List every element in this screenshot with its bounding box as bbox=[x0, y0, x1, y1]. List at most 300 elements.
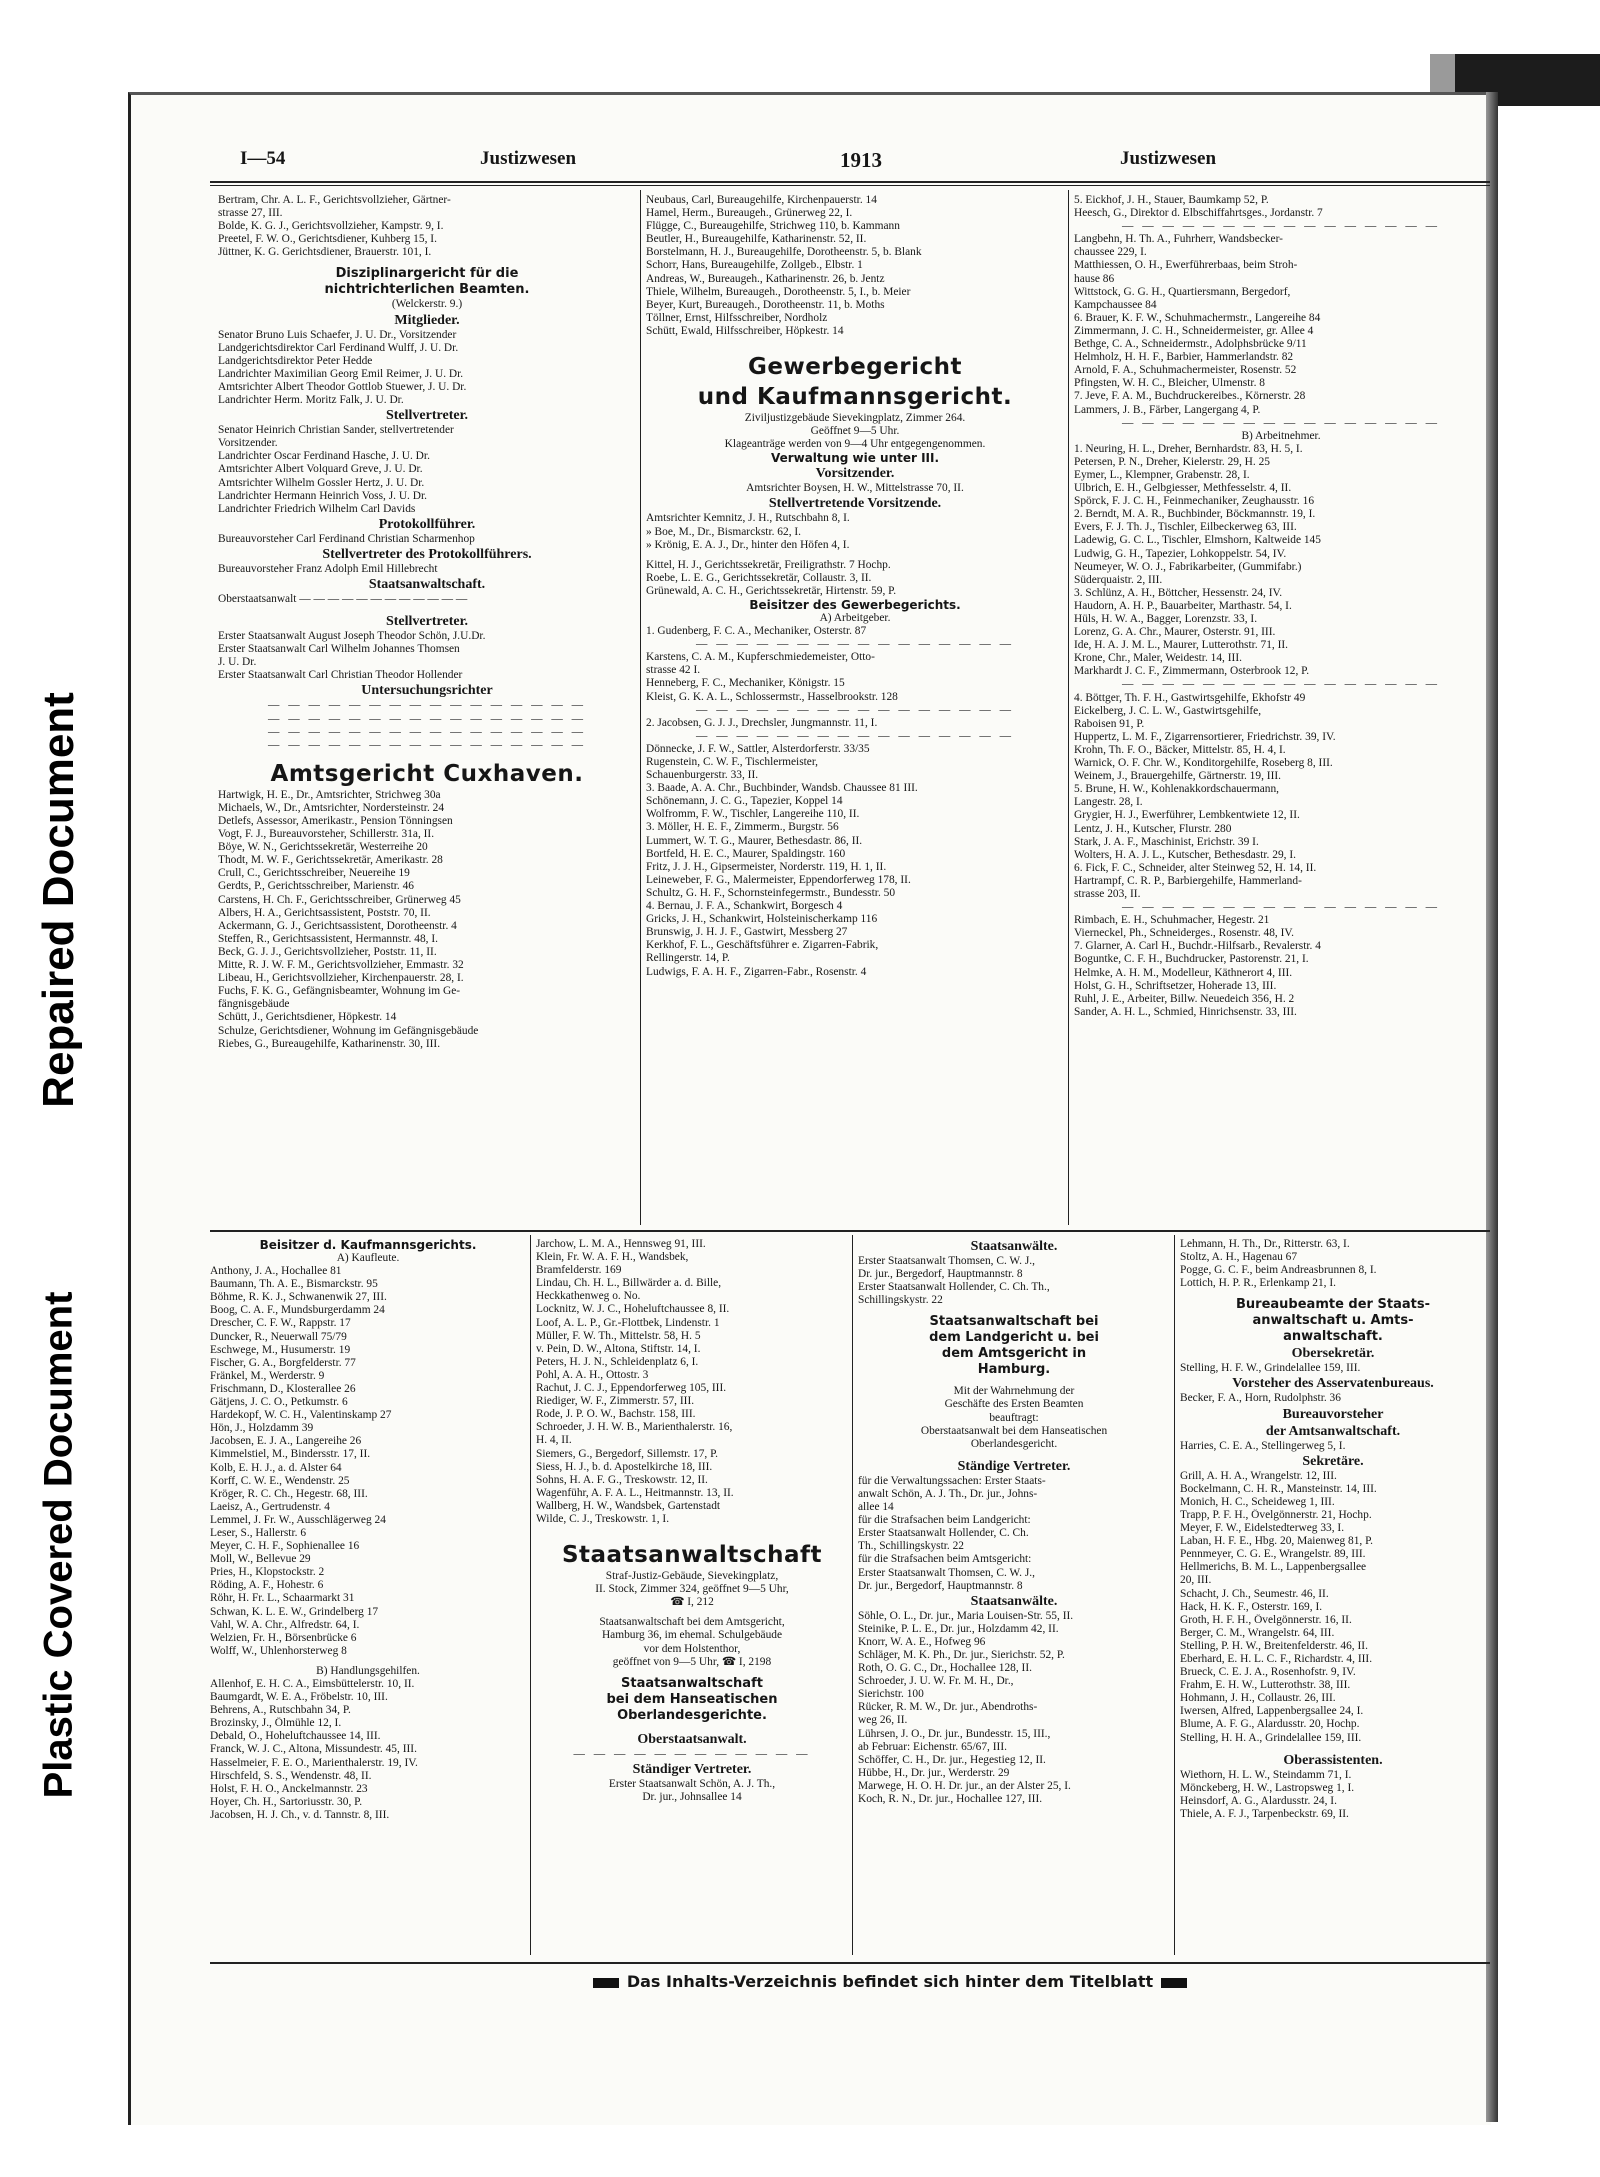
entry-line: — — — — — — — — — — — — — — — — bbox=[1122, 416, 1440, 429]
entry-line: Brunswig, J. H. J. F., Gastwirt, Messberg 27 bbox=[646, 926, 848, 939]
entry-line: v. Pein, D. W., Altona, Stiftstr. 14, I. bbox=[536, 1342, 701, 1355]
entry-line: Kolb, E. H. J., a. d. Alster 64 bbox=[210, 1461, 342, 1474]
entry-line: Allenhof, E. H. C. A., Eimsbüttelerstr. 10, II. bbox=[210, 1678, 415, 1690]
entry-line: Stark, J. A. F., Maschinist, Erichstr. 39 I. bbox=[1074, 835, 1259, 848]
entry-line: — — — — — — — — — — — — — — — — bbox=[1122, 678, 1440, 691]
entry-line: Heckkathenweg o. No. bbox=[536, 1290, 641, 1303]
entry-line: Marwege, H. O. H. Dr. jur., an der Alster 25, I. bbox=[858, 1779, 1071, 1792]
entry-line: Kittel, H. J., Gerichtssekretär, Freiligrathstr. 7 Hochp. bbox=[646, 558, 891, 571]
entry-line: Hübbe, H., Dr. jur., Werderstr. 29 bbox=[858, 1766, 1010, 1779]
entry-line: Jacobsen, H. J. Ch., v. d. Tannstr. 8, III. bbox=[210, 1808, 390, 1821]
entry-line: Lindau, Ch. H. L., Billwärder a. d. Bille, bbox=[536, 1277, 722, 1290]
entry-line: Lehmann, H. Th., Dr., Ritterstr. 63, I. bbox=[1180, 1238, 1350, 1250]
entry-line: 6. Brauer, K. F. W., Schuhmachermstr., Langereihe 84 bbox=[1074, 311, 1321, 324]
entry-line: Schacht, J. Ch., Seumestr. 46, II. bbox=[1180, 1587, 1329, 1600]
entry-line: Sohns, H. A. F. G., Treskowstr. 12, II. bbox=[536, 1473, 708, 1486]
mid-rule bbox=[210, 1230, 1490, 1232]
entry-line: Fränkel, M., Werderstr. 9 bbox=[210, 1369, 325, 1382]
entry-line: Schöffer, C. H., Dr. jur., Hegestieg 12, II. bbox=[858, 1753, 1046, 1766]
entry-line: Langbehn, H. Th. A., Fuhrherr, Wandsbecker- bbox=[1074, 233, 1283, 246]
entry-line: Detlefs, Assessor, Amerikastr., Pension Tönningsen bbox=[218, 815, 453, 827]
entry-line: Rellingerstr. 14, P. bbox=[646, 952, 730, 965]
entry-line: Dr. jur., Bergedorf, Hauptmannstr. 8 bbox=[858, 1268, 1023, 1281]
entry-line: ab Februar: Eichenstr. 65/67, III. bbox=[858, 1740, 1007, 1753]
bottom-rule bbox=[210, 1962, 1490, 1964]
entry-line: Pries, H., Klopstockstr. 2 bbox=[210, 1566, 325, 1579]
entry-line: Lammers, J. B., Färber, Langergang 4, P. bbox=[1074, 403, 1261, 416]
entry-line: Ladewig, G. C. L., Tischler, Elmshorn, Kaltweide 145 bbox=[1074, 534, 1321, 547]
entry-line: Krohn, Th. F. O., Bäcker, Mittelstr. 85, H. 4, I. bbox=[1074, 743, 1286, 756]
entry-line: Holst, G. H., Schriftsetzer, Hoherade 13, III. bbox=[1074, 979, 1277, 992]
entry-line: Wolters, H. A. J. L., Kutscher, Bethesdastr. 29, I. bbox=[1074, 848, 1296, 861]
entry-line: Erster Staatsanwalt August Joseph Theodor Schön, J.U.Dr. bbox=[218, 630, 486, 643]
spacer bbox=[1180, 1745, 1486, 1752]
spacer bbox=[858, 1307, 1170, 1314]
entry-line: weg 26, II. bbox=[858, 1714, 908, 1727]
entry-line: — — — — — — — — — — — — — — — — bbox=[696, 703, 1014, 716]
section-heading: Oberstaatsanwalt. bbox=[637, 1731, 747, 1747]
entry-line: Klein, Fr. W. A. F. H., Wandsbek, bbox=[536, 1251, 689, 1264]
entry-line: Erster Staatsanwalt Hollender, C. Ch. Th., bbox=[858, 1281, 1050, 1294]
entry-line: anwalt Schön, A. J. Th., Dr. jur., Johns- bbox=[858, 1487, 1038, 1500]
entry-line: Rachut, J. C. J., Eppendorferweg 105, III. bbox=[536, 1382, 727, 1395]
entry-line: Krone, Chr., Maler, Weidestr. 14, III. bbox=[1074, 652, 1242, 665]
entry-line: Böye, W. N., Gerichtssekretär, Westerreihe 20 bbox=[218, 841, 428, 854]
entry-line: Berger, C. M., Wrangelstr. 64, III. bbox=[1180, 1626, 1335, 1639]
entry-line: Hartwigk, H. E., Dr., Amtsrichter, Strichweg 30a bbox=[218, 788, 441, 801]
entry-line: Müller, F. W. Th., Mittelstr. 58, H. 5 bbox=[536, 1329, 701, 1342]
entry-line: Duncker, R., Neuerwall 75/79 bbox=[210, 1330, 347, 1343]
entry-line: chaussee 229, I. bbox=[1074, 246, 1147, 259]
entry-line: Mönckeberg, H. W., Lastropsweg 1, I. bbox=[1180, 1781, 1355, 1794]
entry-line: Erster Staatsanwalt Thomsen, C. W. J., bbox=[858, 1566, 1035, 1579]
entry-line: Schroeder, J. U. W. Fr. M. H., Dr., bbox=[858, 1675, 1014, 1688]
entry-line: Bolde, K. G. J., Gerichtsvollzieher, Kampstr. 9, I. bbox=[218, 220, 444, 233]
spacer bbox=[536, 1724, 848, 1731]
entry-line: Flügge, C., Bureaugehilfe, Strichweg 110, b. Kammann bbox=[646, 220, 900, 233]
entry-line: Neumeyer, W. O. J., Fabrikarbeiter, (Gummifabr.) bbox=[1074, 560, 1302, 573]
entry-line: Steffen, R., Gerichtsassistent, Hermannstr. 48, I. bbox=[218, 932, 438, 945]
entry-line: beauftragt: bbox=[989, 1411, 1039, 1424]
section-heading: Mitglieder. bbox=[394, 312, 460, 328]
entry-line: Ulbrich, E. H., Gelbgiesser, Methfesselstr. 4, II. bbox=[1074, 482, 1292, 495]
entry-line: Welzien, Fr. H., Börsenbrücke 6 bbox=[210, 1631, 357, 1644]
entry-line: Stelling, P. H. W., Breitenfelderstr. 46, II. bbox=[1180, 1639, 1368, 1652]
entry-line: Boguntke, C. F. H., Buchdrucker, Pastorenstr. 21, I. bbox=[1074, 953, 1309, 966]
entry-line: Libeau, H., Gerichtsvollzieher, Kirchenpauerstr. 28, I. bbox=[218, 972, 464, 985]
entry-line: Behrens, A., Rutschbahn 34, P. bbox=[210, 1704, 351, 1717]
entry-line: 3. Schlünz, A. H., Böttcher, Hessenstr. 24, IV. bbox=[1074, 586, 1283, 599]
entry-line: Locknitz, W. J. C., Hoheluftchaussee 8, II. bbox=[536, 1303, 730, 1316]
entry-line: Baumgardt, W. E. A., Fröbelstr. 10, III. bbox=[210, 1691, 388, 1704]
entry-line: J. U. Dr. bbox=[218, 656, 257, 669]
pointing-hand-icon bbox=[1161, 1978, 1187, 1988]
pointing-hand-icon bbox=[593, 1978, 619, 1988]
entry-line: Bortfeld, H. E. C., Maurer, Spaldingstr. 160 bbox=[646, 847, 846, 860]
column-4 bbox=[210, 1238, 526, 1822]
entry-line: Amtsrichter Albert Theodor Gottlob Stuewer, J. U. Dr. bbox=[218, 380, 467, 393]
entry-line: Roebe, L. E. G., Gerichtssekretär, Collaustr. 3, II. bbox=[646, 571, 872, 584]
entry-line: Huppertz, L. M. F., Zigarrensortierer, Friedrichstr. 39, IV. bbox=[1074, 730, 1336, 743]
entry-line: Bertram, Chr. A. L. F., Gerichtsvollzieher, Gärtner- bbox=[218, 194, 451, 206]
section-heading: Staatsanwaltschaft bbox=[621, 1675, 763, 1691]
entry-line: 20, III. bbox=[1180, 1574, 1212, 1587]
section-heading: Oberlandesgerichte. bbox=[617, 1707, 767, 1723]
entry-line: Ludwigs, F. A. H. F., Zigarren-Fabr., Rosenstr. 4 bbox=[646, 965, 867, 978]
entry-line: Eberhard, E. H. L. C. F., Richardstr. 4, III. bbox=[1180, 1652, 1373, 1665]
entry-line: Straf-Justiz-Gebäude, Sievekingplatz, bbox=[605, 1570, 779, 1583]
entry-line: Grünewald, A. C. H., Gerichtssekretär, Hirtenstr. 59, P. bbox=[646, 584, 897, 597]
entry-line: Bramfelderstr. 169 bbox=[536, 1264, 622, 1277]
entry-line: Hack, H. K. F., Osterstr. 169, I. bbox=[1180, 1600, 1323, 1613]
entry-line: Dönnecke, J. F. W., Sattler, Alsterdorferstr. 33/35 bbox=[646, 742, 870, 755]
entry-line: H. 4, II. bbox=[536, 1434, 572, 1447]
entry-line: Iwersen, Alfred, Lappenbergsallee 24, I. bbox=[1180, 1705, 1364, 1718]
section-heading: Hamburg. bbox=[977, 1362, 1051, 1378]
entry-line: A) Arbeitgeber. bbox=[819, 611, 891, 624]
entry-line: Wolff, W., Uhlenhorsterweg 8 bbox=[210, 1644, 347, 1657]
entry-line: Blume, A. F. G., Alardusstr. 20, Hochp. bbox=[1180, 1718, 1360, 1731]
entry-line: Grygier, H. J., Ewerführer, Lembkentwiete 12, II. bbox=[1074, 809, 1300, 822]
entry-line: Thiele, Wilhelm, Bureaugeh., Dorotheenstr. 5, I., b. Meier bbox=[646, 285, 911, 298]
entry-line: II. Stock, Zimmer 324, geöffnet 9—5 Uhr, bbox=[595, 1583, 789, 1596]
section-heading: Staatsanwälte. bbox=[970, 1593, 1058, 1609]
entry-line: Dr. jur., Johnsallee 14 bbox=[642, 1790, 742, 1803]
section-heading: Staatsanwaltschaft. bbox=[368, 576, 486, 592]
entry-line: Vahl, W. A. Chr., Alfredstr. 64, I. bbox=[210, 1618, 360, 1631]
entry-line: 5. Eickhof, J. H., Stauer, Baumkamp 52, P. bbox=[1074, 194, 1269, 206]
section-heading: Stellvertreter. bbox=[385, 614, 468, 630]
entry-line: Hellmerichs, B. M. L., Lappenbergsallee bbox=[1180, 1561, 1367, 1574]
entry-line: » Boe, M., Dr., Bismarckstr. 62, I. bbox=[646, 525, 802, 538]
entry-line: Laban, H. F. E., Hbg. 20, Maienweg 81, P. bbox=[1180, 1535, 1374, 1548]
entry-line: Schultz, G. H. F., Schornsteinfegermstr., Bundesstr. 50 bbox=[646, 886, 896, 899]
entry-line: Monich, H. C., Scheideweg 1, III. bbox=[1180, 1495, 1335, 1508]
entry-line: Harries, C. E. A., Stellingerweg 5, I. bbox=[1180, 1439, 1346, 1452]
entry-line: Helmholz, H. H. F., Barbier, Hammerlandstr. 82 bbox=[1074, 351, 1294, 364]
entry-line: Söhle, O. L., Dr. jur., Maria Louisen-Str. 55, II. bbox=[858, 1609, 1074, 1622]
entry-line: Haudorn, A. H. P., Bauarbeiter, Marthastr. 54, I. bbox=[1074, 599, 1292, 612]
section-heading: Ständiger Vertreter. bbox=[632, 1761, 752, 1777]
entry-line: B) Arbeitnehmer. bbox=[1241, 429, 1321, 442]
entry-line: Ide, H. A. J. M. L., Maurer, Lutterothstr. 71, II. bbox=[1074, 639, 1289, 652]
entry-line: 7. Glarner, A. Carl H., Buchdr.-Hilfsarb., Revalerstr. 4 bbox=[1074, 940, 1321, 953]
entry-line: Erster Staatsanwalt Carl Christian Theodor Hollender bbox=[218, 669, 463, 682]
spacer bbox=[536, 1669, 848, 1676]
entry-line: Zimmermann, J. C. H., Schneidermeister, gr. Allee 4 bbox=[1074, 324, 1314, 337]
repaired-document-label: Repaired Document bbox=[34, 692, 83, 1108]
entry-line: Jacobsen, E. J. A., Langereihe 26 bbox=[210, 1435, 362, 1448]
entry-line: Amtsrichter Kemnitz, J. H., Rutschbahn 8, I. bbox=[646, 512, 850, 525]
entry-line: Wiethorn, H. L. W., Steindamm 71, I. bbox=[1180, 1768, 1352, 1781]
entry-line: Beutler, H., Bureaugehilfe, Katharinenstr. 52, II. bbox=[646, 233, 867, 246]
entry-line: Leineweber, F. G., Malermeister, Eppendorferweg 178, II. bbox=[646, 873, 911, 886]
page-number: I—54 bbox=[240, 148, 286, 169]
section-heading: nichtrichterlichen Beamten. bbox=[324, 282, 530, 298]
entry-line: 5. Brune, H. W., Kohlenakkordschauermann, bbox=[1074, 783, 1279, 796]
entry-line: Schütt, J., Gerichtsdiener, Höpkestr. 14 bbox=[218, 1011, 397, 1024]
plastic-covered-label: Plastic Covered Document bbox=[36, 1291, 81, 1799]
entry-line: 3. Möller, H. E. F., Zimmerm., Burgstr. 56 bbox=[646, 821, 839, 834]
entry-line: Hohmann, J. H., Collaustr. 26, III. bbox=[1180, 1692, 1336, 1705]
column-divider bbox=[1174, 1235, 1175, 1955]
entry-line: Fuchs, F. K. G., Gefängnisbeamter, Wohnung im Ge- bbox=[218, 985, 461, 998]
entry-line: hause 86 bbox=[1074, 272, 1115, 285]
entry-line: Gerdts, P., Gerichtsschreiber, Marienstr. 46 bbox=[218, 880, 414, 893]
entry-line: Trapp, P. F. H., Övelgönnerstr. 21, Hochp. bbox=[1180, 1508, 1372, 1521]
entry-line: Schroeder, J. H. W. B., Marienthalerstr. 16, bbox=[536, 1421, 733, 1434]
entry-line: Landgerichtsdirektor Peter Hedde bbox=[218, 354, 373, 367]
entry-line: Th., Schillingskystr. 22 bbox=[858, 1540, 965, 1553]
entry-line: Jarchow, L. M. A., Hennsweg 91, III. bbox=[536, 1238, 706, 1250]
entry-line: Matthiessen, O. H., Ewerführerbaas, beim Stroh- bbox=[1074, 259, 1298, 272]
header-rule-thin bbox=[210, 185, 1490, 186]
entry-line: Vogt, F. J., Bureauvorsteher, Schillerstr. 31a, II. bbox=[218, 828, 435, 841]
entry-line: Moll, W., Bellevue 29 bbox=[210, 1553, 311, 1566]
entry-line: Riediger, W. F., Zimmerstr. 57, III. bbox=[536, 1395, 695, 1408]
spacer bbox=[536, 1526, 848, 1533]
entry-line: Rimbach, E. H., Schuhmacher, Hegestr. 21 bbox=[1074, 914, 1270, 927]
entry-line: B) Handlungsgehilfen. bbox=[316, 1664, 420, 1677]
entry-line: Warnick, O. F. Chr. W., Konditorgehilfe, Roseberg 8, III. bbox=[1074, 757, 1333, 770]
entry-line: 1. Neuring, H. L., Dreher, Bernhardstr. 83, H. 5, I. bbox=[1074, 442, 1303, 455]
entry-line: 2. Berndt, M. A. R., Buchbinder, Böckmannstr. 19, I. bbox=[1074, 508, 1316, 521]
entry-line: Oberstaatsanwalt — — — — — — — — — — — — bbox=[218, 592, 468, 605]
section-heading: Amtsgericht Cuxhaven. bbox=[270, 760, 584, 787]
entry-line: Heesch, G., Direktor d. Elbschiffahrtsges., Jordanstr. 7 bbox=[1074, 207, 1323, 220]
entry-line: Stoltz, A. H., Hagenau 67 bbox=[1180, 1251, 1298, 1264]
entry-line: 4. Bernau, J. F. A., Schankwirt, Borgesch 4 bbox=[646, 900, 843, 913]
entry-line: Siess, H. J., b. d. Apostelkirche 18, III. bbox=[536, 1460, 713, 1473]
entry-line: Rücker, R. M. W., Dr. jur., Abendroths- bbox=[858, 1701, 1038, 1714]
entry-line: Kerkhof, F. L., Geschäftsführer e. Zigarren-Fabrik, bbox=[646, 939, 879, 952]
entry-line: Drescher, C. F. W., Rappstr. 17 bbox=[210, 1317, 351, 1330]
entry-line: Wolfromm, F. W., Tischler, Langereihe 110, II. bbox=[646, 808, 860, 821]
entry-line: Helmke, A. H. M., Modelleur, Käthnerort 4, III. bbox=[1074, 966, 1293, 979]
entry-line: Lorenz, G. A. Chr., Maurer, Osterstr. 91, III. bbox=[1074, 626, 1276, 639]
entry-line: Staatsanwaltschaft bei dem Amtsgericht, bbox=[599, 1616, 785, 1629]
spacer bbox=[218, 752, 636, 759]
entry-line: Lemmel, J. Fr. W., Ausschlägerweg 24 bbox=[210, 1513, 386, 1526]
entry-line: 7. Jeve, F. A. M., Buchdruckereibes., Körnerstr. 28 bbox=[1074, 390, 1306, 403]
entry-line: Debald, O., Hoheluftchaussee 14, III. bbox=[210, 1730, 381, 1743]
entry-line: für die Strafsachen beim Amtsgericht: bbox=[858, 1553, 1032, 1566]
entry-line: Andreas, W., Bureaugeh., Katharinenstr. 26, b. Jentz bbox=[646, 272, 885, 285]
spacer bbox=[646, 345, 1064, 352]
entry-line: Wagenführ, A. F. A. L., Heitmannstr. 13, II. bbox=[536, 1486, 734, 1499]
entry-line: Vierneckel, Ph., Schneiderges., Rosenstr. 48, IV. bbox=[1074, 927, 1295, 940]
entry-line: Böhme, R. K. J., Schwanenwik 27, III. bbox=[210, 1291, 387, 1304]
entry-line: Wittstock, G. G. H., Quartiersmann, Bergedorf, bbox=[1074, 285, 1291, 298]
entry-line: Lottich, H. P. R., Erlenkamp 21, I. bbox=[1180, 1277, 1336, 1290]
entry-line: Schillingskystr. 22 bbox=[858, 1294, 943, 1307]
entry-line: Erster Staatsanwalt Thomsen, C. W. J., bbox=[858, 1255, 1035, 1267]
entry-line: Geschäfte des Ersten Beamten bbox=[944, 1398, 1084, 1411]
column-1 bbox=[218, 194, 636, 1051]
entry-line: Arnold, F. A., Schuhmachermeister, Rosenstr. 52 bbox=[1074, 364, 1297, 377]
entry-line: Crull, C., Gerichtsschreiber, Neuereihe 19 bbox=[218, 867, 410, 880]
entry-line: Kröger, R. C. Ch., Hegestr. 68, III. bbox=[210, 1487, 368, 1500]
section-heading: Untersuchungsrichter bbox=[361, 683, 493, 699]
entry-line: Kimmelstiel, M., Bindersstr. 17, II. bbox=[210, 1448, 371, 1461]
entry-line: strasse 42 I. bbox=[646, 664, 701, 677]
entry-line: Michaels, W., Dr., Amtsrichter, Nordersteinstr. 24 bbox=[218, 801, 445, 814]
entry-line: Pennmeyer, C. G. E., Wrangelstr. 89, III. bbox=[1180, 1548, 1366, 1561]
entry-line: Roth, O. G. C., Dr., Hochallee 128, II. bbox=[858, 1662, 1032, 1675]
entry-line: Wilde, C. J., Treskowstr. 1, I. bbox=[536, 1512, 670, 1525]
entry-line: — — — — — — — — — — — — — — — — bbox=[696, 638, 1014, 651]
entry-line: Hasselmeier, F. E. O., Marienthalerstr. 19, IV. bbox=[210, 1756, 418, 1769]
header-section-left: Justizwesen bbox=[480, 148, 577, 169]
entry-line: Spörck, F. J. C. H., Feinmechaniker, Zeughausstr. 16 bbox=[1074, 495, 1315, 508]
entry-line: Schläger, M. K. Ph., Dr. jur., Sierichstr. 52, P. bbox=[858, 1648, 1065, 1661]
section-heading: Stellvertreter des Protokollführers. bbox=[322, 546, 532, 562]
section-heading: Bureauvorsteher bbox=[1282, 1406, 1384, 1422]
entry-line: Mitte, R. J. W. F. M., Gerichtsvollzieher, Emmastr. 32 bbox=[218, 959, 464, 972]
entry-line: Grill, A. H. A., Wrangelstr. 12, III. bbox=[1180, 1469, 1337, 1482]
entry-line: — — — — — — — — — — — — — — — — bbox=[268, 712, 586, 725]
entry-line: Töllner, Ernst, Hilfsschreiber, Nordholz bbox=[646, 311, 828, 324]
entry-line: Amtsrichter Wilhelm Gossler Hertz, J. U. Dr. bbox=[218, 476, 425, 489]
spacer bbox=[1180, 1290, 1486, 1297]
section-heading: dem Landgericht u. bei bbox=[929, 1330, 1099, 1346]
entry-line: Markhardt J. C. F., Zimmermann, Osterbrook 12, P. bbox=[1074, 665, 1310, 678]
entry-line: 1. Gudenberg, F. C. A., Mechaniker, Osterstr. 87 bbox=[646, 625, 867, 638]
section-heading: der Amtsanwaltschaft. bbox=[1265, 1423, 1401, 1439]
entry-line: Ackermann, G. J., Gerichtsassistent, Dorotheenstr. 4 bbox=[218, 919, 457, 932]
spacer bbox=[218, 259, 636, 266]
entry-line: Senator Bruno Luis Schaefer, J. U. Dr., Vorsitzender bbox=[218, 328, 457, 341]
spacer bbox=[218, 606, 636, 613]
entry-line: Bureauvorsteher Carl Ferdinand Christian Scharmenhop bbox=[218, 532, 475, 545]
entry-line: Anthony, J. A., Hochallee 81 bbox=[210, 1265, 342, 1278]
entry-line: Preetel, F. W. O., Gerichtsdiener, Kuhberg 15, I. bbox=[218, 233, 437, 246]
entry-line: Loof, A. L. P., Gr.-Flottbek, Lindenstr. 1 bbox=[536, 1316, 720, 1329]
section-heading: Oberassistenten. bbox=[1283, 1752, 1383, 1768]
entry-line: Rode, J. P. O. W., Bachstr. 158, III. bbox=[536, 1408, 696, 1421]
entry-line: Meyer, C. H. F., Sophienallee 16 bbox=[210, 1540, 360, 1553]
section-heading: anwaltschaft u. Amts- bbox=[1252, 1313, 1414, 1329]
entry-line: Stelling, H. F. W., Grindelallee 159, III. bbox=[1180, 1362, 1361, 1375]
entry-line: allee 14 bbox=[858, 1501, 894, 1514]
spacer bbox=[210, 1658, 526, 1665]
entry-line: Thiele, A. F. J., Tarpenbeckstr. 69, II. bbox=[1180, 1807, 1349, 1820]
entry-line: strasse 203, II. bbox=[1074, 887, 1141, 900]
entry-line: fängnisgebäude bbox=[218, 998, 290, 1011]
entry-line: Hardekopf, W. C. H., Valentinskamp 27 bbox=[210, 1409, 392, 1422]
entry-line: 2. Jacobsen, G. J. J., Drechsler, Jungmannstr. 11, I. bbox=[646, 716, 878, 729]
entry-line: Brozinsky, J., Ölmühle 12, I. bbox=[210, 1717, 342, 1730]
entry-line: für die Verwaltungssachen: Erster Staats- bbox=[858, 1474, 1046, 1487]
entry-line: Rugenstein, C. W. F., Tischlermeister, bbox=[646, 756, 819, 768]
entry-line: Pohl, A. A. H., Ottostr. 3 bbox=[536, 1368, 649, 1381]
entry-line: Klageanträge werden von 9—4 Uhr entgegengenommen. bbox=[724, 438, 986, 451]
entry-line: Weinem, J., Brauergehilfe, Gärtnerstr. 19, III. bbox=[1074, 770, 1281, 783]
entry-line: Holst, F. H. O., Anckelmannstr. 23 bbox=[210, 1782, 368, 1795]
entry-line: Borstelmann, H. J., Bureaugehilfe, Dorotheenstr. 5, b. Blank bbox=[646, 246, 922, 259]
entry-line: A) Kaufleute. bbox=[336, 1252, 400, 1264]
entry-line: Landrichter Friedrich Wilhelm Carl Davids bbox=[218, 502, 416, 515]
footer-notice bbox=[450, 1972, 1330, 1991]
entry-line: Süderquaistr. 2, III. bbox=[1074, 573, 1163, 586]
entry-line: — — — — — — — — — — — — — — — — bbox=[268, 699, 586, 712]
entry-line: Schönemann, J. C. G., Tapezier, Koppel 14 bbox=[646, 795, 843, 808]
spacer bbox=[858, 1378, 1170, 1385]
entry-line: Beck, G. J. J., Gerichtsvollzieher, Poststr. 11, II. bbox=[218, 945, 437, 958]
header-rule bbox=[210, 181, 1490, 183]
entry-line: Geöffnet 9—5 Uhr. bbox=[810, 425, 900, 438]
entry-line: Peters, H. J. N., Schleidenplatz 6, I. bbox=[536, 1355, 699, 1368]
entry-line: Pfingsten, W. H. C., Bleicher, Ulmenstr. 8 bbox=[1074, 377, 1265, 390]
entry-line: Laeisz, A., Gertrudenstr. 4 bbox=[210, 1500, 330, 1513]
entry-line: » Krönig, E. A. J., Dr., hinter den Höfen 4, I. bbox=[646, 538, 850, 551]
entry-line: Schauenburgerstr. 33, II. bbox=[646, 769, 759, 782]
entry-line: — — — — — — — — — — — — — — — — bbox=[1122, 220, 1440, 233]
entry-line: Brueck, C. E. J. A., Rosenhofstr. 9, IV. bbox=[1180, 1666, 1356, 1679]
section-heading: dem Amtsgericht in bbox=[941, 1346, 1087, 1362]
entry-line: Meyer, F. W., Eidelstedterweg 33, I. bbox=[1180, 1522, 1345, 1535]
entry-line: Oberstaatsanwalt bei dem Hanseatischen bbox=[920, 1424, 1108, 1437]
entry-line: Hamburg 36, im ehemal. Schulgebäude bbox=[601, 1629, 783, 1642]
entry-line: Landrichter Herm. Moritz Falk, J. U. Dr. bbox=[218, 394, 404, 407]
entry-line: Groth, H. F. H., Övelgönnerstr. 16, II. bbox=[1180, 1613, 1352, 1626]
entry-line: Baumann, Th. A. E., Bismarckstr. 95 bbox=[210, 1278, 378, 1291]
entry-line: Lentz, J. H., Kutscher, Flurstr. 280 bbox=[1074, 822, 1232, 835]
entry-line: Hamel, Herm., Bureaugeh., Grünerweg 22, I. bbox=[646, 207, 853, 220]
section-heading: Protokollführer. bbox=[378, 516, 476, 532]
entry-line: Albers, H. A., Gerichtsassistent, Poststr. 70, II. bbox=[218, 906, 431, 919]
spacer bbox=[536, 1609, 848, 1616]
entry-line: Raboisen 91, P. bbox=[1074, 717, 1145, 730]
column-divider bbox=[1068, 190, 1069, 1225]
section-heading: Beisitzer des Gewerbegerichts. bbox=[749, 597, 961, 612]
section-heading: Sekretäre. bbox=[1302, 1453, 1364, 1469]
entry-line: Neubaus, Carl, Bureaugehilfe, Kirchenpauerstr. 14 bbox=[646, 194, 877, 206]
entry-line: Henneberg, F. C., Mechaniker, Königstr. 15 bbox=[646, 677, 845, 690]
entry-line: Landgerichtsdirektor Carl Ferdinand Wulff, J. U. Dr. bbox=[218, 341, 459, 354]
entry-line: Oberlandesgericht. bbox=[970, 1437, 1058, 1450]
entry-line: Frischmann, D., Klosterallee 26 bbox=[210, 1382, 356, 1395]
entry-line: Koch, R. N., Dr. jur., Hochallee 127, III. bbox=[858, 1793, 1043, 1805]
entry-line: Carstens, H. Ch. F., Gerichtsschreiber, Grünerweg 45 bbox=[218, 893, 461, 906]
entry-line: Lummert, W. T. G., Maurer, Bethesdastr. 86, II. bbox=[646, 834, 863, 847]
entry-line: Boog, C. A. F., Mundsburgerdamm 24 bbox=[210, 1304, 385, 1317]
column-divider bbox=[530, 1235, 531, 1955]
entry-line: Bethge, C. A., Schneidermstr., Adolphsbrücke 9/11 bbox=[1074, 338, 1307, 351]
entry-line: Schorr, Hans, Bureaugehilfe, Zollgeb., Elbstr. 1 bbox=[646, 259, 863, 272]
entry-line: Steinike, P. L. E., Dr. jur., Holzdamm 42, II. bbox=[858, 1622, 1059, 1635]
spacer bbox=[646, 552, 1064, 559]
entry-line: Vorsitzender. bbox=[218, 437, 278, 450]
entry-line: ☎ I, 212 bbox=[670, 1596, 714, 1609]
section-heading: Vorsitzender. bbox=[815, 466, 895, 482]
entry-line: Röding, A. F., Hohestr. 6 bbox=[210, 1579, 324, 1592]
entry-line: — — — — — — — — — — — — — — — — bbox=[696, 729, 1014, 742]
entry-line: Kampchaussee 84 bbox=[1074, 298, 1157, 311]
entry-line: Evers, F. J. Th. J., Tischler, Eilbeckerweg 63, III. bbox=[1074, 521, 1297, 534]
column-3 bbox=[1074, 194, 1488, 1019]
entry-line: Landrichter Maximilian Georg Emil Reimer, J. U. Dr. bbox=[218, 367, 464, 380]
entry-line: Korff, C. W. E., Wendenstr. 25 bbox=[210, 1474, 350, 1487]
entry-line: Erster Staatsanwalt Schön, A. J. Th., bbox=[608, 1777, 776, 1790]
entry-line: Schütt, Ewald, Hilfsschreiber, Höpkestr. 14 bbox=[646, 324, 844, 337]
entry-line: Schwan, K. L. E. W., Grindelberg 17 bbox=[210, 1605, 379, 1618]
column-divider bbox=[640, 190, 641, 1225]
entry-line: Eickelberg, J. C. L. W., Gastwirtsgehilfe, bbox=[1074, 704, 1262, 717]
entry-line: Erster Staatsanwalt Hollender, C. Ch. bbox=[858, 1527, 1029, 1540]
column-6 bbox=[858, 1238, 1170, 1806]
entry-line: Kleist, G. K. A. L., Schlossermstr., Hasselbrookstr. 128 bbox=[646, 690, 898, 703]
